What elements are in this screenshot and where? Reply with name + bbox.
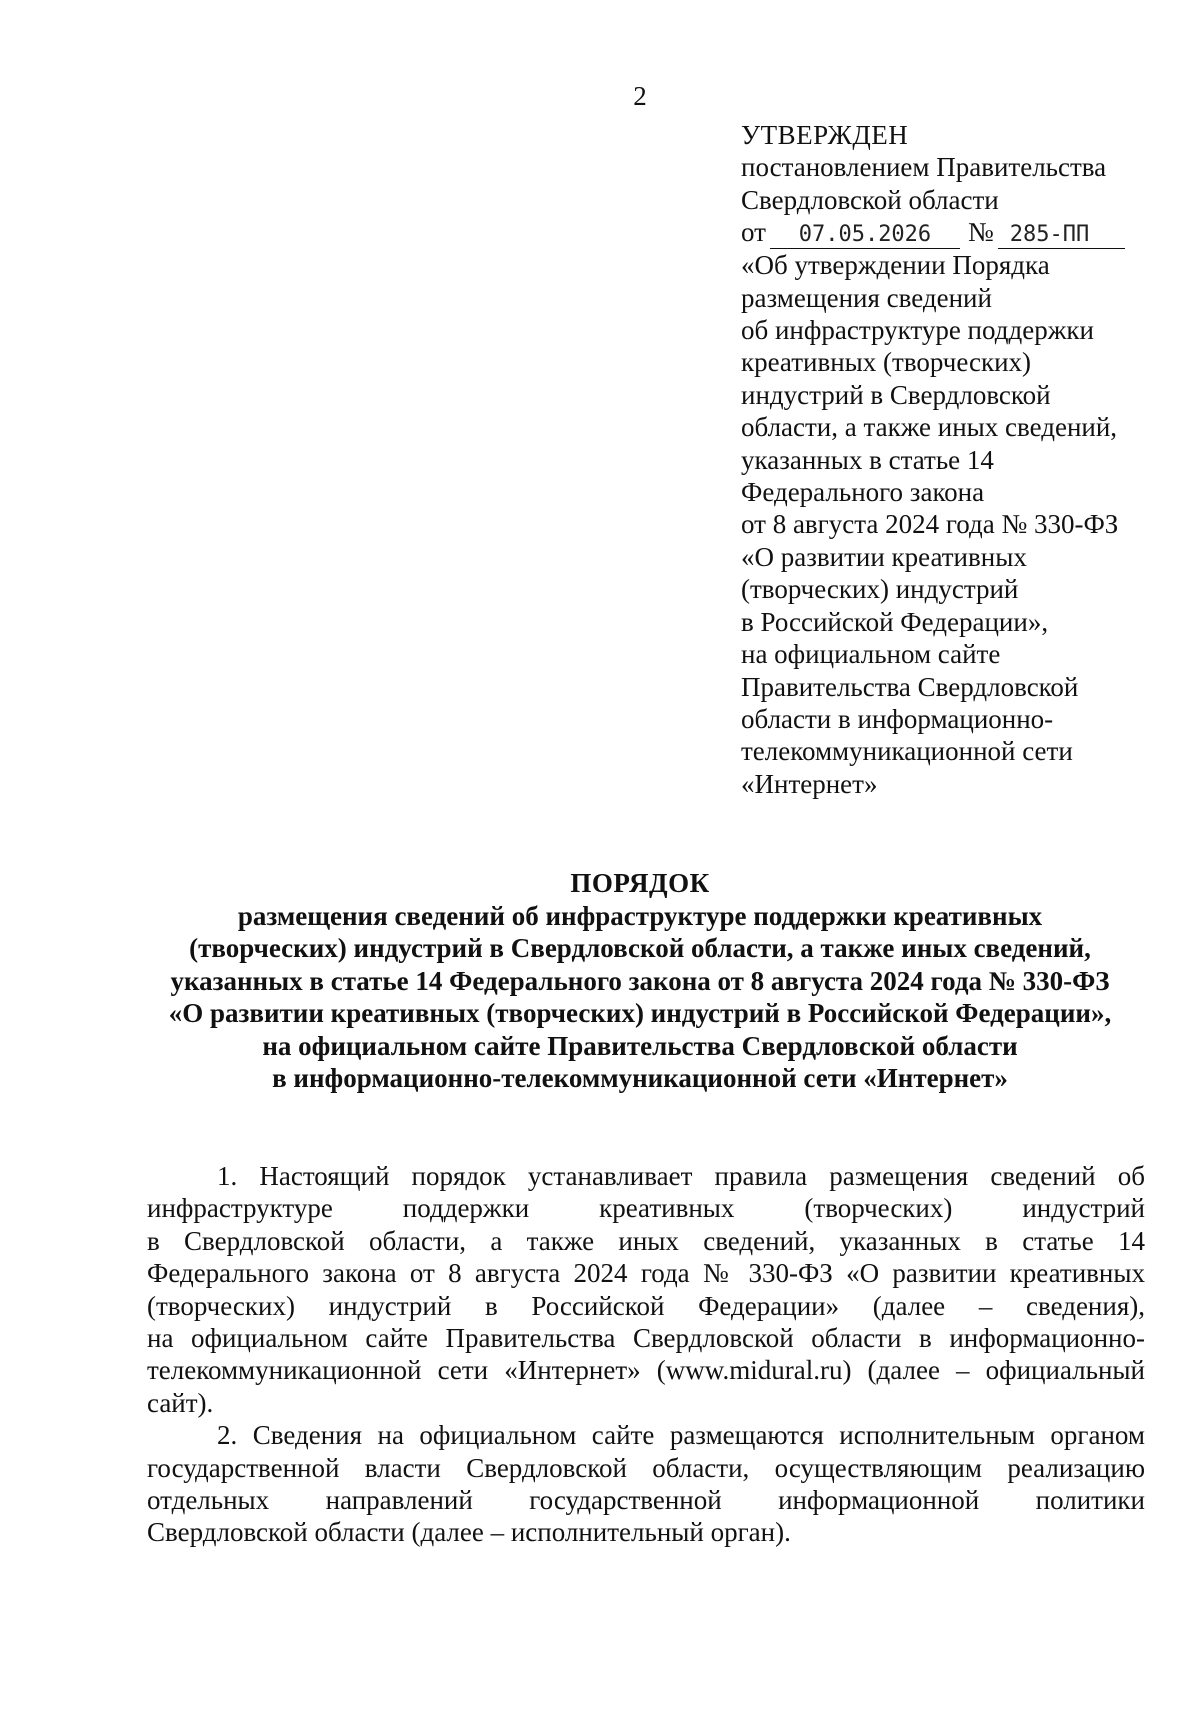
approval-subject-line: от 8 августа 2024 года № 330-ФЗ: [741, 509, 1119, 540]
approval-subject-line: индустрий в Свердловской: [741, 379, 1051, 410]
approval-subject-line: области в информационно-: [741, 703, 1054, 734]
paragraph-line: 2. Сведения на официальном сайте размещаются исполнительным органом: [217, 1420, 1145, 1451]
approval-subject-line: «Об утверждении Порядка: [741, 250, 1050, 281]
approval-subject-line: Правительства Свердловской: [741, 671, 1079, 702]
approval-date: 07.05.2026: [770, 222, 960, 249]
approval-subject-line: на официальном сайте: [741, 639, 1001, 670]
paragraph-line: отдельных направлений государственной информационной политики: [147, 1485, 1145, 1516]
title-line: указанных в статье 14 Федерального закона от 8 августа 2024 года № 330-ФЗ: [170, 965, 1110, 996]
approval-subject-line: Федерального закона: [741, 477, 985, 508]
title-line: в информационно-телекоммуникационной сети «Интернет»: [272, 1063, 1008, 1093]
paragraph-1: [147, 1160, 1145, 1419]
approval-subject-line: (творческих) индустрий: [741, 574, 1019, 605]
approval-subject-line: об инфраструктуре поддержки: [741, 315, 1094, 346]
paragraph-line: (творческих) индустрий в Российской Федерации» (далее – сведения),: [147, 1290, 1145, 1321]
title-line: размещения сведений об инфраструктуре поддержки креативных: [237, 900, 1043, 931]
document-title-block: [120, 867, 1160, 1095]
approval-line-1: постановлением Правительства: [741, 152, 1107, 183]
approval-number: 285-ПП: [998, 222, 1125, 249]
paragraph-line: государственной власти Свердловской области, осуществляющим реализацию: [147, 1452, 1145, 1483]
paragraph-line: Федерального закона от 8 августа 2024 года № 330-ФЗ «О развитии креативных: [147, 1258, 1145, 1289]
approval-date-line: [741, 216, 1161, 249]
paragraph-line: 1. Настоящий порядок устанавливает правила размещения сведений об: [217, 1161, 1145, 1191]
title-line: (творческих) индустрий в Свердловской области, а также иных сведений,: [189, 933, 1091, 963]
approval-line-2: Свердловской области: [741, 184, 999, 215]
paragraph-line: Свердловской области (далее – исполнительный орган).: [147, 1517, 791, 1548]
title-line: на официальном сайте Правительства Свердловской области: [262, 1030, 1018, 1061]
date-prefix: от: [741, 217, 766, 248]
paragraph-line: на официальном сайте Правительства Свердловской области в информационно-: [147, 1323, 1145, 1354]
document-heading: ПОРЯДОК: [570, 868, 710, 898]
approval-subject-line: «Интернет»: [741, 768, 878, 799]
approved-heading: УТВЕРЖДЕН: [741, 120, 909, 150]
paragraph-line: инфраструктуре поддержки креативных (творческих) индустрий: [147, 1193, 1145, 1224]
approval-subject-line: «О развитии креативных: [741, 541, 1027, 572]
approval-subject-line: в Российской Федерации»,: [741, 606, 1049, 637]
approval-subject-line: указанных в статье 14: [741, 444, 994, 475]
paragraph-line: в Свердловской области, а также иных сведений, указанных в статье 14: [147, 1225, 1145, 1256]
paragraph-2: [147, 1419, 1145, 1549]
number-sign: №: [967, 217, 994, 248]
approval-subject-line: телекоммуникационной сети: [741, 736, 1073, 767]
approval-stamp-block: [741, 119, 1161, 800]
page-number: 2: [633, 81, 647, 111]
paragraph-line: сайт).: [147, 1387, 214, 1418]
approval-subject-line: области, а также иных сведений,: [741, 412, 1118, 443]
approval-subject-line: креативных (творческих): [741, 347, 1032, 378]
approval-subject-line: размещения сведений: [741, 282, 992, 313]
paragraph-line: телекоммуникационной сети «Интернет» (www.midural.ru) (далее – официальный: [147, 1355, 1145, 1386]
title-line: «О развитии креативных (творческих) индустрий в Российской Федерации»,: [168, 998, 1112, 1028]
document-body: [147, 1160, 1145, 1549]
